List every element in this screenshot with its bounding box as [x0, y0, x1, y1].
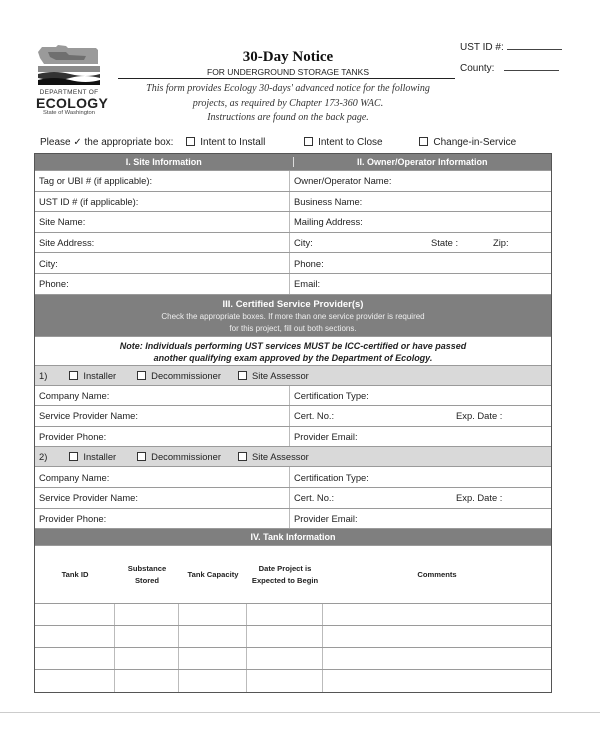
- field-label: Service Provider Name:: [39, 410, 138, 422]
- business-name-field[interactable]: [290, 192, 551, 212]
- substance-header: Substance Stored: [127, 563, 167, 585]
- substance-cell[interactable]: [115, 626, 179, 647]
- owner-name-field[interactable]: [290, 171, 551, 191]
- form-row: [35, 171, 551, 192]
- provider-number: 2): [39, 451, 48, 463]
- site-ust-id-field[interactable]: [35, 192, 290, 212]
- intent-close-option[interactable]: [304, 137, 382, 148]
- field-label: Certification Type:: [294, 389, 369, 401]
- installer-option[interactable]: [69, 370, 116, 381]
- section-header-row: [35, 154, 551, 171]
- begin-date-cell[interactable]: [247, 626, 323, 647]
- service-provider-header: [35, 295, 551, 337]
- checkbox[interactable]: [304, 137, 313, 146]
- county-blank[interactable]: [504, 61, 559, 71]
- cert-no-field[interactable]: [290, 406, 551, 426]
- provider-phone-field[interactable]: [35, 427, 290, 447]
- substance-cell[interactable]: [115, 604, 179, 625]
- owner-phone-field[interactable]: [290, 253, 551, 273]
- begin-date-cell[interactable]: [247, 604, 323, 625]
- role-label: Site Assessor: [251, 369, 309, 381]
- agency-department: DEPARTMENT OF: [39, 89, 99, 96]
- provider-name-field[interactable]: [35, 406, 290, 426]
- field-label: UST ID # (if applicable):: [39, 195, 139, 207]
- site-info-header: I. Site Information: [125, 157, 202, 167]
- form-row: [35, 427, 551, 448]
- provider-phone-field[interactable]: [35, 509, 290, 529]
- substance-cell[interactable]: [115, 670, 179, 692]
- capacity-cell[interactable]: [179, 626, 247, 647]
- role-label: Decommissioner: [151, 369, 221, 381]
- field-label: City:: [294, 237, 313, 249]
- site-assessor-option[interactable]: [238, 370, 309, 381]
- role-label: Installer: [83, 451, 117, 463]
- field-label: Phone:: [294, 257, 324, 269]
- checkbox[interactable]: [137, 371, 146, 380]
- provider-email-field[interactable]: [290, 427, 551, 447]
- provider-1-roles: [35, 366, 551, 386]
- site-city-field[interactable]: [35, 253, 290, 273]
- tank-row: [35, 648, 551, 670]
- note-line-2: another qualifying exam approved by the Department of Ecology.: [153, 352, 433, 363]
- field-label: Company Name:: [39, 471, 110, 483]
- form-row: [35, 233, 551, 254]
- field-label: Tag or UBI # (if applicable):: [39, 175, 153, 187]
- decommissioner-option[interactable]: [137, 370, 221, 381]
- tank-id-cell[interactable]: [35, 626, 115, 647]
- section-instruction-2: for this project, fill out both sections.: [229, 323, 357, 333]
- certification-note: [35, 337, 551, 366]
- tank-row: [35, 670, 551, 692]
- intent-install-option[interactable]: [186, 137, 265, 148]
- field-label: Certification Type:: [294, 471, 369, 483]
- tank-id-header: Tank ID: [61, 569, 89, 579]
- provider-2-roles: [35, 447, 551, 467]
- certification-type-field[interactable]: [290, 467, 551, 487]
- main-form: [34, 153, 552, 693]
- intro-line-2: projects, as required by Chapter 173-360 WAC.: [192, 97, 384, 109]
- field-label: Business Name:: [294, 195, 363, 207]
- option-label: Change-in-Service: [433, 137, 517, 148]
- provider-name-field[interactable]: [35, 488, 290, 508]
- notice-type-row: [40, 137, 516, 148]
- intro-line-3: Instructions are found on the back page.: [207, 112, 369, 123]
- ust-id-label: UST ID #:: [460, 42, 504, 53]
- comments-cell[interactable]: [323, 604, 551, 625]
- form-row: [35, 192, 551, 213]
- field-label: Email:: [294, 278, 321, 290]
- field-label: Service Provider Name:: [39, 492, 138, 504]
- role-label: Installer: [83, 369, 117, 381]
- tag-ubi-field[interactable]: [35, 171, 290, 191]
- capacity-cell[interactable]: [179, 648, 247, 669]
- site-assessor-option[interactable]: [238, 451, 309, 462]
- site-name-field[interactable]: [35, 212, 290, 232]
- company-name-field[interactable]: [35, 386, 290, 406]
- capacity-cell[interactable]: [179, 670, 247, 692]
- capacity-header: Tank Capacity: [187, 569, 239, 579]
- begin-date-header: Date Project is Expected to Begin: [251, 563, 319, 585]
- tank-id-cell[interactable]: [35, 670, 115, 692]
- tank-id-cell[interactable]: [35, 604, 115, 625]
- field-label: Cert. No.:: [294, 410, 335, 422]
- title-divider: [118, 78, 455, 79]
- checkbox[interactable]: [419, 137, 428, 146]
- checkbox[interactable]: [69, 371, 78, 380]
- form-row: [35, 406, 551, 427]
- role-label: Decommissioner: [151, 451, 221, 463]
- intro-line-1: This form provides Ecology 30-days' advanced notice for the following: [146, 83, 430, 94]
- form-row: [35, 509, 551, 530]
- field-label: Provider Phone:: [39, 512, 107, 524]
- field-label: Cert. No.:: [294, 492, 335, 504]
- tank-info-header-row: [35, 529, 551, 546]
- ecology-logo: [36, 44, 109, 116]
- form-subtitle: FOR UNDERGROUND STORAGE TANKS: [207, 67, 369, 77]
- ust-id-field[interactable]: [460, 40, 562, 53]
- comments-header: Comments: [417, 569, 457, 579]
- company-name-field[interactable]: [35, 467, 290, 487]
- checkbox-prompt: Please ✓ the appropriate box:: [40, 137, 174, 148]
- washington-state-map-icon: [36, 44, 102, 86]
- field-label: Site Name:: [39, 216, 86, 228]
- installer-option[interactable]: [69, 451, 116, 462]
- checkbox[interactable]: [186, 137, 195, 146]
- form-row: [35, 212, 551, 233]
- tank-info-header: IV. Tank Information: [250, 532, 336, 543]
- field-label: Phone:: [39, 278, 69, 290]
- form-row: [35, 467, 551, 488]
- comments-cell[interactable]: [323, 626, 551, 647]
- field-label: Company Name:: [39, 389, 110, 401]
- section-title: III. Certified Service Provider(s): [222, 298, 364, 310]
- form-row: [35, 253, 551, 274]
- exp-date-label: Exp. Date :: [456, 492, 503, 504]
- comments-cell[interactable]: [323, 670, 551, 692]
- field-label: Provider Phone:: [39, 431, 107, 443]
- form-title: 30-Day Notice: [242, 49, 334, 65]
- tank-column-headers: [35, 546, 551, 604]
- county-field[interactable]: [460, 61, 559, 74]
- site-phone-field[interactable]: [35, 274, 290, 294]
- field-label: Provider Email:: [294, 431, 358, 443]
- form-row: [35, 386, 551, 407]
- field-label: Owner/Operator Name:: [294, 175, 392, 187]
- checkbox[interactable]: [69, 452, 78, 461]
- zip-label: Zip:: [493, 237, 509, 249]
- cert-no-field[interactable]: [290, 488, 551, 508]
- mailing-address-field[interactable]: [290, 212, 551, 232]
- certification-type-field[interactable]: [290, 386, 551, 406]
- agency-name: ECOLOGY: [36, 95, 109, 111]
- provider-number: 1): [39, 369, 48, 381]
- exp-date-label: Exp. Date :: [456, 410, 503, 422]
- begin-date-cell[interactable]: [247, 670, 323, 692]
- form-intro: [118, 82, 458, 126]
- owner-email-field[interactable]: [290, 274, 551, 294]
- form-row: [35, 488, 551, 509]
- site-address-field[interactable]: [35, 233, 290, 253]
- page-edge: [0, 712, 600, 713]
- state-label: State :: [431, 237, 459, 249]
- change-in-service-option[interactable]: [419, 137, 516, 148]
- tank-row: [35, 626, 551, 648]
- decommissioner-option[interactable]: [137, 451, 221, 462]
- field-label: Mailing Address:: [294, 216, 363, 228]
- field-label: Site Address:: [39, 237, 95, 249]
- section-instruction-1: Check the appropriate boxes. If more than one service provider is required: [161, 311, 425, 321]
- tank-row: [35, 604, 551, 626]
- checkbox[interactable]: [137, 452, 146, 461]
- owner-info-header: II. Owner/Operator Information: [293, 157, 552, 167]
- begin-date-cell[interactable]: [247, 648, 323, 669]
- capacity-cell[interactable]: [179, 604, 247, 625]
- provider-email-field[interactable]: [290, 509, 551, 529]
- field-label: Provider Email:: [294, 512, 358, 524]
- form-row: [35, 274, 551, 295]
- field-label: City:: [39, 257, 58, 269]
- option-label: Intent to Close: [318, 137, 383, 148]
- note-line-1: Note: Individuals performing UST services MUST be ICC-certified or have passed: [119, 340, 467, 351]
- role-label: Site Assessor: [251, 451, 309, 463]
- checkbox[interactable]: [238, 452, 247, 461]
- checkbox[interactable]: [238, 371, 247, 380]
- owner-city-field[interactable]: [290, 233, 551, 253]
- agency-state: State of Washington: [43, 110, 95, 116]
- tank-id-cell[interactable]: [35, 648, 115, 669]
- comments-cell[interactable]: [323, 648, 551, 669]
- substance-cell[interactable]: [115, 648, 179, 669]
- option-label: Intent to Install: [200, 137, 266, 148]
- county-label: County:: [460, 63, 495, 74]
- ust-id-blank[interactable]: [507, 40, 562, 50]
